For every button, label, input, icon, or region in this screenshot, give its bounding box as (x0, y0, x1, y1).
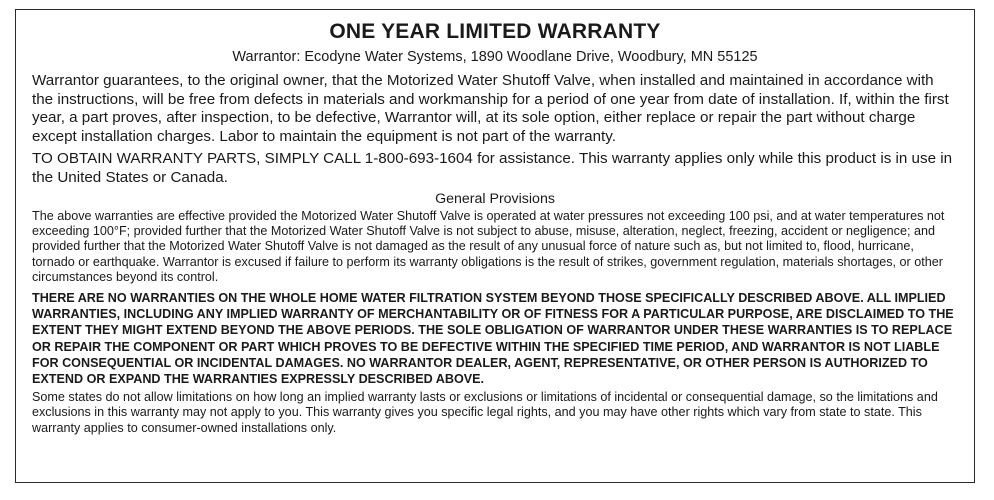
disclaimer-paragraph: THERE ARE NO WARRANTIES ON THE WHOLE HOME WATER FILTRATION SYSTEM BEYOND THOSE SPECIFICALLY DESCRIBED ABOVE. ALL IMPLIED WARRANTIES, INCLUDING ANY IMPLIED WARRANTY OF MERCHANTABILITY OR OF FITNESS FOR A PARTICULAR PURPOSE, ARE DISCLAIMED TO THE EXTENT THEY MIGHT EXTEND BEYOND THE ABOVE PERIODS. THE SOLE OBLIGATION OF WARRANTOR UNDER THESE WARRANTIES IS TO REPLACE OR REPAIR THE COMPONENT OR PART WHICH PROVES TO BE DEFECTIVE WITHIN THE SPECIFIED TIME PERIOD, AND WARRANTOR IS NOT LIABLE FOR CONSEQUENTIAL OR INCIDENTAL DAMAGES. NO WARRANTOR DEALER, AGENT, REPRESENTATIVE, OR OTHER PERSON IS AUTHORIZED TO EXTEND OR EXPAND THE WARRANTIES EXPRESSLY DESCRIBED ABOVE. (32, 291, 954, 387)
state-rights-paragraph: Some states do not allow limitations on how long an implied warranty lasts or exclusions or limitations of incidental or consequential damage, so the limitations and exclusions in this warranty may not apply to you. This warranty gives you specific legal rights, and you may have other rights which vary from state to state. This warranty applies to consumer-owned installations only. (32, 390, 938, 435)
obtain-parts-paragraph: TO OBTAIN WARRANTY PARTS, SIMPLY CALL 1-800-693-1604 for assistance. This warranty applies only while this product is in use in the United States or Canada. (32, 150, 953, 186)
guarantee-paragraph: Warrantor guarantees, to the original owner, that the Motorized Water Shutoff Valve, when installed and maintained in accordance with the instructions, will be free from defects in materials and workmanship for a period of one year from date of installation. If, within the first year, a part proves, after inspection, to be defective, Warrantor will, at its sole option, either replace or repair the part without charge except installation charges. Labor to maintain the equipment is not part of the warranty. (32, 72, 949, 145)
warrantor-address: Warrantor: Ecodyne Water Systems, 1890 Woodlane Drive, Woodbury, MN 55125 (232, 49, 758, 65)
warranty-box (15, 9, 975, 483)
warranty-title: ONE YEAR LIMITED WARRANTY (329, 20, 661, 43)
general-provisions-heading: General Provisions (435, 191, 555, 207)
general-provisions-paragraph: The above warranties are effective provided the Motorized Water Shutoff Valve is operated at water pressures not exceeding 100 psi, and at water temperatures not exceeding 100°F; provided further that the Motorized Water Shutoff Valve is not subject to abuse, misuse, alteration, neglect, freezing, accident or negligence; and provided further that the Motorized Water Shutoff Valve is not damaged as the result of any unusual force of nature such as, but not limited to, flood, hurricane, tornado or earthquake. Warrantor is excused if failure to perform its warranty obligations is the result of strikes, government regulation, materials shortages, or other circumstances beyond its control. (32, 209, 945, 284)
